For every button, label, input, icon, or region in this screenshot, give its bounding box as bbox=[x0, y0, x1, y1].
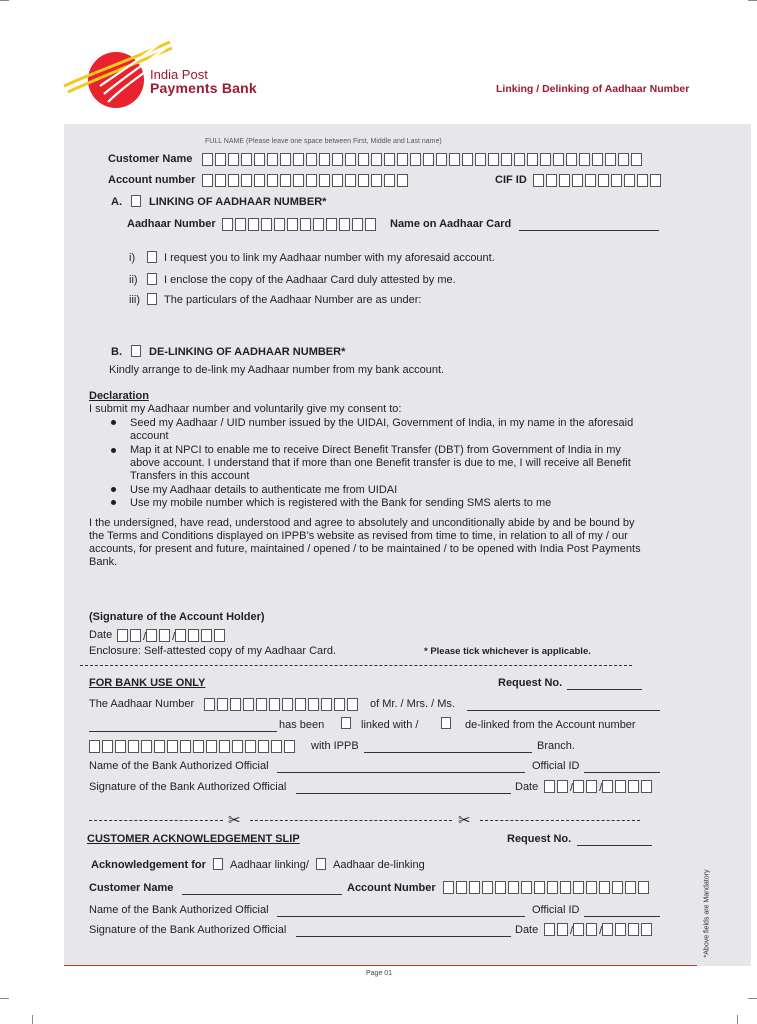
bank-official-sig-field[interactable] bbox=[296, 782, 511, 794]
footer-rule bbox=[64, 965, 697, 966]
ack-account-boxes[interactable] bbox=[443, 879, 651, 897]
declaration-item: Transfers in this account bbox=[130, 470, 250, 482]
bank-delinked: de-linked from the Account number bbox=[465, 719, 636, 731]
ack-linking-checkbox[interactable] bbox=[213, 858, 223, 870]
mandatory-note: *Above fields are Mandatory bbox=[703, 869, 711, 958]
ack-official-sig-label: Signature of the Bank Authorized Official bbox=[89, 924, 287, 936]
option-num: ii) bbox=[129, 274, 138, 286]
declaration-para: I the undersigned, have read, understood and agree to absolutely and unconditionally abide by and be bound by bbox=[89, 517, 635, 529]
cif-label: CIF ID bbox=[495, 174, 527, 186]
section-a-checkbox[interactable] bbox=[131, 195, 141, 207]
bank-aadhaar-boxes[interactable] bbox=[204, 696, 360, 714]
delinked-checkbox[interactable] bbox=[441, 717, 451, 729]
bank-request-field[interactable] bbox=[567, 678, 642, 690]
bank-date-label: Date bbox=[515, 781, 539, 793]
option-checkbox[interactable] bbox=[147, 251, 157, 263]
option-checkbox[interactable] bbox=[147, 293, 157, 305]
ack-title: CUSTOMER ACKNOWLEDGEMENT SLIP bbox=[87, 833, 300, 845]
aadhaar-number-boxes[interactable] bbox=[222, 216, 378, 234]
option-text: I enclose the copy of the Aadhaar Card duly attested by me. bbox=[164, 274, 456, 286]
ack-official-id-field[interactable] bbox=[584, 905, 660, 917]
crop-mark bbox=[0, 0, 9, 1]
ack-customer-name-label: Customer Name bbox=[89, 882, 174, 894]
date-label: Date bbox=[89, 629, 113, 641]
ack-request-label: Request No. bbox=[507, 833, 572, 845]
customer-name-label: Customer Name bbox=[108, 153, 193, 165]
tick-note: * Please tick whichever is applicable. bbox=[424, 646, 591, 657]
ack-date-boxes[interactable]: / / bbox=[544, 921, 654, 939]
ack-delinking-checkbox[interactable] bbox=[316, 858, 326, 870]
ack-date-label: Date bbox=[515, 924, 539, 936]
declaration-item: Seed my Aadhaar / UID number issued by the UIDAI, Government of India, in my name in the aforesaid bbox=[130, 417, 634, 429]
bank-date-boxes[interactable]: / / bbox=[544, 778, 654, 796]
bullet-icon bbox=[111, 500, 116, 505]
declaration-intro: I submit my Aadhaar number and voluntarily give my consent to: bbox=[89, 403, 402, 415]
crop-mark bbox=[737, 1015, 738, 1024]
bullet-icon bbox=[111, 420, 116, 425]
customer-name-boxes[interactable] bbox=[202, 151, 644, 169]
crop-mark bbox=[0, 998, 9, 999]
ack-official-id-label: Official ID bbox=[532, 904, 580, 916]
ack-official-name-field[interactable] bbox=[277, 905, 525, 917]
bank-official-id-field[interactable] bbox=[584, 761, 660, 773]
option-text: The particulars of the Aadhaar Number are as under: bbox=[164, 294, 422, 306]
bullet-icon bbox=[111, 487, 116, 492]
cif-boxes[interactable] bbox=[533, 172, 663, 190]
declaration-item: Use my Aadhaar details to authenticate me from UIDAI bbox=[130, 484, 398, 496]
scissors-icon: ✂ bbox=[458, 812, 471, 829]
ack-linking-label: Aadhaar linking/ bbox=[230, 859, 309, 871]
section-b-letter: B. bbox=[111, 346, 122, 358]
option-text: I request you to link my Aadhaar number with my aforesaid account. bbox=[164, 252, 495, 264]
bank-of-label: of Mr. / Mrs. / Ms. bbox=[370, 698, 455, 710]
bank-official-name-field[interactable] bbox=[277, 761, 525, 773]
declaration-item: account bbox=[130, 430, 169, 442]
bank-official-name-label: Name of the Bank Authorized Official bbox=[89, 760, 269, 772]
page-number: Page 01 bbox=[366, 970, 393, 977]
aadhaar-number-label: Aadhaar Number bbox=[127, 218, 216, 230]
declaration-item: Use my mobile number which is registered with the Bank for sending SMS alerts to me bbox=[130, 497, 552, 509]
section-b-text: Kindly arrange to de-link my Aadhaar number from my bank account. bbox=[109, 364, 445, 376]
fullname-hint: FULL NAME (Please leave one space between First, Middle and Last name) bbox=[205, 138, 442, 145]
declaration-item: Map it at NPCI to enable me to receive Direct Benefit Transfer (DBT) from Government of India in my bbox=[130, 444, 621, 456]
bank-official-id-label: Official ID bbox=[532, 760, 580, 772]
section-b-checkbox[interactable] bbox=[131, 345, 141, 357]
ack-account-number-label: Account Number bbox=[347, 882, 436, 894]
ack-customer-name-field[interactable] bbox=[182, 883, 342, 895]
bank-branch-field[interactable] bbox=[364, 741, 532, 753]
cut-line bbox=[480, 820, 640, 821]
char-boxes[interactable] bbox=[202, 151, 644, 169]
bank-name-cont-field[interactable] bbox=[89, 720, 277, 732]
account-number-label: Account number bbox=[108, 174, 196, 186]
bank-official-sig-label: Signature of the Bank Authorized Official bbox=[89, 781, 287, 793]
ack-delinking-label: Aadhaar de-linking bbox=[333, 859, 425, 871]
date-boxes[interactable]: / / bbox=[117, 627, 227, 645]
declaration-para: accounts, for present and future, maintained / opened / to be maintained / to be opened with India Post Payments bbox=[89, 543, 641, 555]
cut-line bbox=[89, 820, 223, 821]
bank-aadhaar-label: The Aadhaar Number bbox=[89, 698, 195, 710]
brand-line1: India Post bbox=[150, 67, 208, 82]
bank-has-been: has been bbox=[279, 719, 325, 731]
bank-name-field[interactable] bbox=[467, 699, 660, 711]
enclosure-text: Enclosure: Self-attested copy of my Aadhaar Card. bbox=[89, 645, 337, 657]
account-number-boxes[interactable] bbox=[202, 172, 410, 190]
crop-mark bbox=[748, 998, 757, 999]
bank-branch-label: Branch. bbox=[537, 740, 575, 752]
brand-line2: Payments Bank bbox=[150, 80, 257, 96]
bank-account-boxes[interactable] bbox=[89, 738, 297, 756]
option-num: iii) bbox=[129, 294, 140, 306]
divider bbox=[80, 665, 632, 666]
section-a-title: LINKING OF AADHAAR NUMBER* bbox=[149, 196, 327, 208]
crop-mark bbox=[32, 1015, 33, 1024]
ack-request-field[interactable] bbox=[577, 834, 652, 846]
bank-linked-with: linked with / bbox=[361, 719, 419, 731]
bank-request-label: Request No. bbox=[498, 677, 563, 689]
name-on-card-label: Name on Aadhaar Card bbox=[390, 218, 512, 230]
signature-holder-label: (Signature of the Account Holder) bbox=[89, 611, 265, 623]
declaration-para: the Terms and Conditions displayed on IPPB’s website as revised from time to time, in relation to all of my / our bbox=[89, 530, 628, 542]
bank-with-ippb: with IPPB bbox=[311, 740, 359, 752]
section-a-letter: A. bbox=[111, 196, 122, 208]
section-b-title: DE-LINKING OF AADHAAR NUMBER* bbox=[149, 346, 346, 358]
option-num: i) bbox=[129, 252, 136, 264]
option-checkbox[interactable] bbox=[147, 273, 157, 285]
name-on-card-field[interactable] bbox=[519, 219, 659, 231]
ack-official-name-label: Name of the Bank Authorized Official bbox=[89, 904, 269, 916]
declaration-para: Bank. bbox=[89, 556, 118, 568]
declaration-title: Declaration bbox=[89, 390, 149, 402]
declaration-item: above account. I understand that if more than one Benefit transfer is due to me, I will receive all Benefit bbox=[130, 457, 631, 469]
form-title: Linking / Delinking of Aadhaar Number bbox=[496, 83, 690, 95]
bank-use-title: FOR BANK USE ONLY bbox=[89, 677, 206, 689]
bullet-icon bbox=[111, 448, 116, 453]
cut-line bbox=[250, 820, 452, 821]
ack-for-label: Acknowledgement for bbox=[91, 859, 206, 871]
linked-checkbox[interactable] bbox=[341, 717, 351, 729]
ack-official-sig-field[interactable] bbox=[296, 925, 511, 937]
crop-mark bbox=[748, 0, 757, 1]
scissors-icon: ✂ bbox=[228, 812, 241, 829]
